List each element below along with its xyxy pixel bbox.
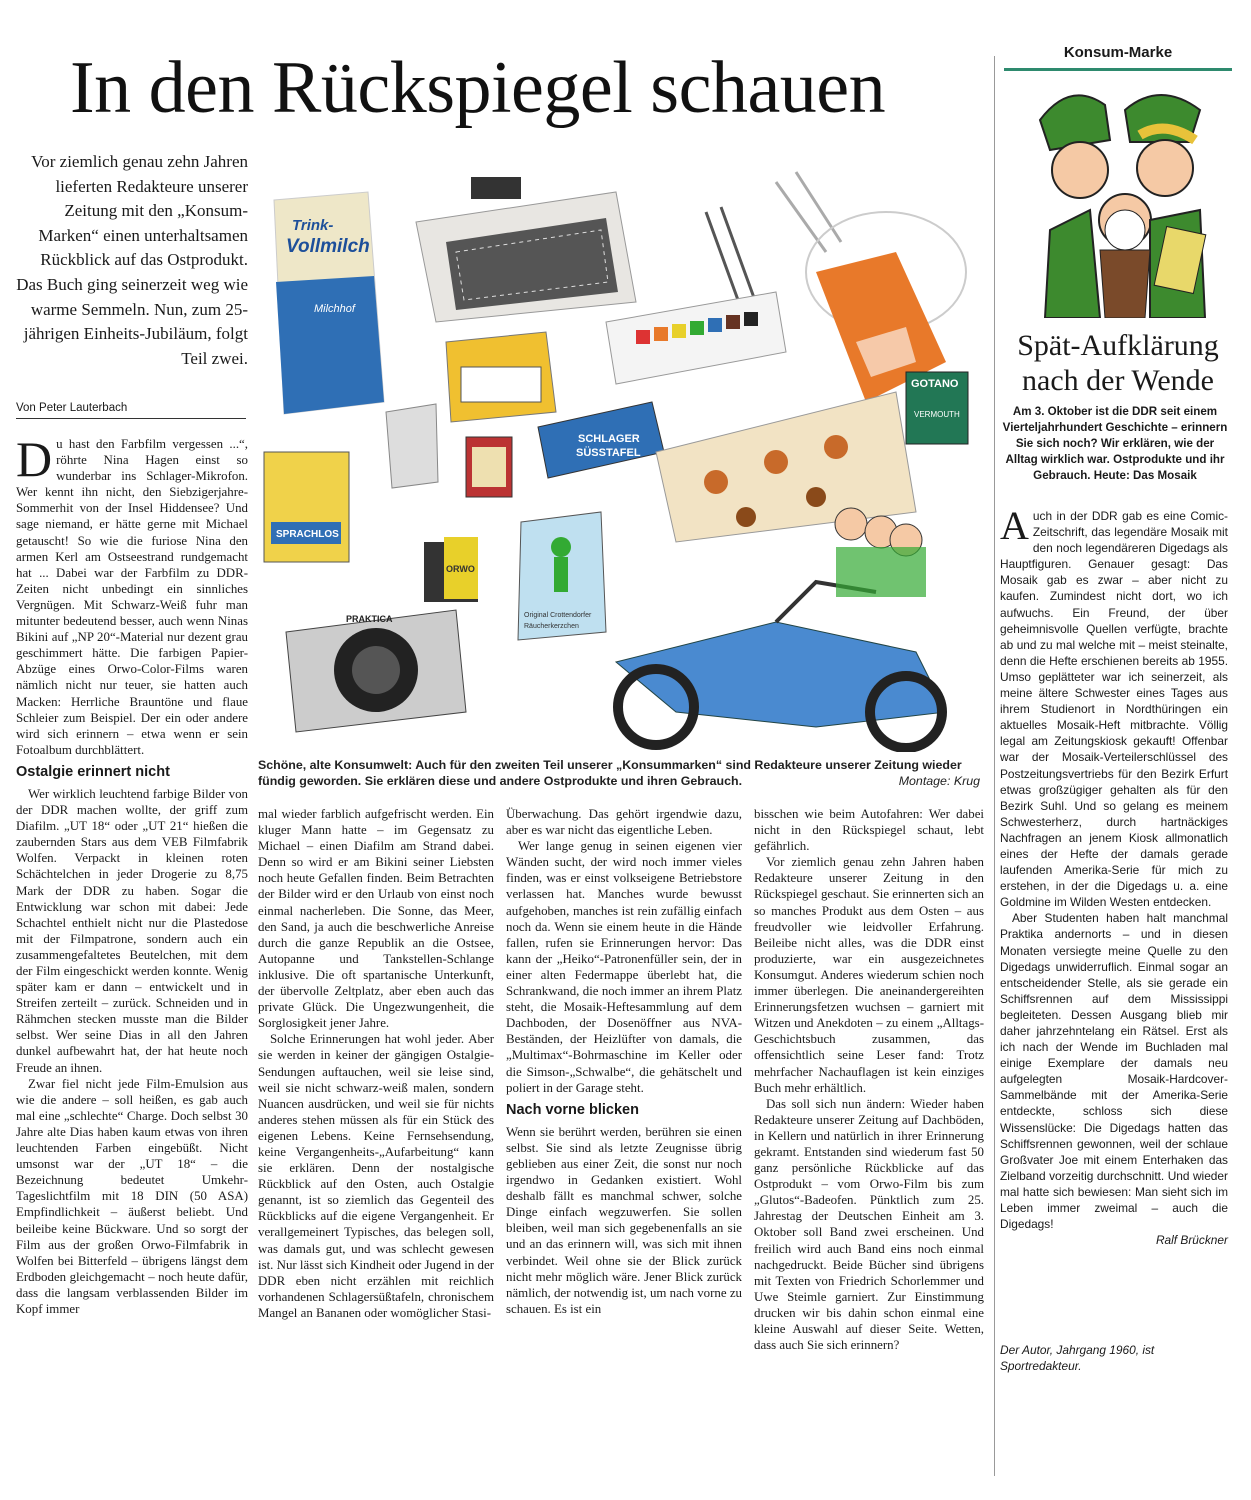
vermouth-label: VERMOUTH [914,410,960,419]
smoking-candles-label-1: Original Crottendorfer [524,612,592,619]
praktica-camera-image [286,610,466,732]
author-note: Der Autor, Jahrgang 1960, ist Sportredakteur. [1000,1343,1155,1373]
product-montage-photo [256,152,984,752]
sidebar-rule [1004,68,1232,71]
article-column-1 [16,431,248,1317]
film-label: ORWO [446,564,475,574]
paragraph: mal wieder farblich aufgefrischt werden. Ein kluger Mann hatte – im Gegensatz zu Michael – einen Diafilm am Strand dabei. Denn so wird er am Bikini seiner Liebsten noch heute Gefallen finden. Beim Betrachten der Bilder wird er den Urlaub von einst noch einmal nacherleben. Die Sonne, das Meer, den Sand, ja auch die beschwerliche Anreise durch die ganze Republik an die Ostsee, Autopanne und Tankstellen-Schlange inklusive. Die oft spartanische Unterkunft, der übervolle Zeltplatz, aber eben auch das private Glück. Die Ungezwungenheit, die Sorglosigkeit jener Jahre. [258,807,494,1031]
smoking-candles-label-2: Räucherkerzchen [524,623,579,630]
paragraph: Vor ziemlich genau zehn Jahren haben Redakteure unserer Zeitung in den Rückspiegel geschaut. Sie erinnerten sich an so manches Produkt aus dem Osten – aus freudvoller wie leidvoller Erfahrung. Beileibe nicht alles, was die DDR einst produzierte, war ein ausgezeichnetes Konsumgut. Anderes wiederum schien noch immer überlegen. Die aneinandergereihten Erinnerungsfetzen wuchsen – garniert mit Witzen und Anekdoten – zu einem „Alltags-Geschichtsbuch zusammen, das offensichtlich seine Leser fand: Trotz mehrfacher Nachauflagen ist kein einziges Buch mehr erhältlich. [754,855,984,1095]
milk-label-brand: Milchhof [314,303,355,315]
chocolate-bar-image [538,402,664,478]
hand-mixer-image [706,172,966,402]
sidebar-lead: Am 3. Oktober ist die DDR seit einem Vierteljahrhundert Geschichte – erinnern Sie sich noch? Wir erklären, wie der Alltag wirklich war. Ostprodukte und ihr Gebrauch. Heute: Das Mosaik [1002,405,1228,482]
home-computer-image [416,177,636,322]
paragraph: Du hast den Farbfilm vergessen ...“, röhrte Nina Hagen einst so wunderbar ins Schlager-Mikrofon. Wer kennt ihn nicht, den Siebzigerjahre-Sommerhit von der Insel Hiddensee? Und sage niemand, er hätte gerne mit Michael getauscht! So wie die furiose Nina den armen Kerl am Ostseestrand rundgemacht hat ... Dabei war der Farbfilm zu DDR-Zeiten nicht unbedingt ein sinnliches Vergnügen. Mit Schwarz-Weiß fuhr man mitunter bedeutend besser, auch wenn Ninas Bikini auf „NP 20“-Material nur dezent grau geschimmert hätte. Die farbigen Papier-Abzüge eines Orwo-Color-Films waren nämlich nicht nur teuer, sie hatten auch Macken: Herrliche Brauntöne und flaue Schleier zum Beispiel. Der ein oder andere wird sich erinnern – etwa wenn er sein Fotoalbum durchblättert. [16,431,248,757]
dropcap: A [1000,503,1029,548]
milk-label-main: Vollmilch [286,236,370,257]
vermouth-label-image [906,372,968,444]
simson-schwalbe-scooter-image [616,582,946,748]
signature: Ralf Brückner [1155,1233,1228,1248]
matchbox-label: SPRACHLOS [276,529,339,540]
paragraph: Wer lange genug in seinen eigenen vier Wänden sucht, der wird noch immer vieles finden, was er einst volkseigene Betriebstore verlassen hat. Manches wurde bewusst aufgehoben, manches ist rein zufällig einfach noch da. Wenn sie einem heute in die Hände fallen, rufen sie Erinnerungen hervor: Das kann der „Heiko“-Patronenfüller sein, der in einer alten Federmappe überlebt hat, die Schrankwand, die noch immer an ihrem Platz steht, die Mosaik-Heftesammlung auf dem Dachboden, der Dosenöffner aus NVA-Beständen, der Heizlüfter von damals, die „Multimax“-Bohrmaschine im Keller oder die Simson-„Schwalbe“, die gehätschelt und poliert in der Garage steht. [506,839,742,1095]
milk-label-top: Trink- [292,217,334,234]
paragraph: Zwar fiel nicht jede Film-Emulsion aus wie die andere – soll heißen, es gab auch mal eine „schlechte“ Charge. Doch selbst 30 Jahre alte Dias haben kaum etwas von ihren leuchtenden Farben eingebüßt. Nicht umsonst war der „UT 18“ – die Bezeichnung bedeutet Umkehr-Tageslichtfilm mit 18 DIN (50 ASA) Empfindlichkeit – äußerst beliebt. Und beileibe keine Bückware. Und so sorgt der Film aus der großen Orwo-Filmfabrik in Wolfen bei Bitterfeld – übrigens längst dem Erdboden gleichgemacht – noch heute dafür, dass die langsam verblassenden Bilder im Kopf immer [16,1076,248,1316]
paragraph: Solche Erinnerungen hat wohl jeder. Aber sie werden in keiner der gängigen Ostalgie-Sendungen auftauchen, weil sie leise sind, weil sie nicht schwarz-weiß malen, sondern Nuancen ausdrücken, und weil sie für nichts anderes stehen müssen als für ein Stück des eigenen Lebens. Keine Fernsehsendung, keine Vergangenheits-„Aufarbeitung“ kann sie erklären. Denn der nostalgische Rückblick auf den Osten, auch Ostalgie genannt, ist so ziemlich das Gegenteil des Rückblicks auf die eigene Vergangenheit. Er verallgemeinert Typisches, das belegen soll, was damals gut, und was schlecht gewesen ist. Nur lässt sich Kindheit oder Jugend in der DDR eben nicht erzählen mit reichlich vorhandenen Schlagersüßtafeln, chronischem Mangel an Bananen oder womöglicher Stasi- [258,1032,494,1320]
article-column-4 [754,806,984,1353]
smoking-candles-box-image [518,512,606,640]
chocolate-label-2: SÜSSTAFEL [576,447,641,459]
caption-text: Schöne, alte Konsumwelt: Auch für den zweiten Teil unserer „Konsummarken“ sind Redakteure unserer Zeitung wieder fündig geworden. Sie erklären diese und andere Ostprodukte und ihren Gebrauch. [258,758,962,788]
paint-box-image [606,292,786,384]
sidebar-body [1000,503,1228,1248]
paragraph: Wenn sie berührt werden, berühren sie einen selbst. Sie sind als letzte Zeugnisse übrig geblieben aus einer Zeit, die sonst nur noch irgendwo in Gedanken existiert. Wohl deshalb fällt es manchmal schwer, solche Dinge einfach wegzuwerfen. Sie sollen bleiben, weil man sich gegebenenfalls an sie und an das erinnern will, was sich mit ihnen verbindet. Weil ohne sie der Blick zurück nicht mehr möglich wäre. Jener Blick zurück nämlich, der notwendig ist, um nach vorne zu schauen. Es ist ein [506,1124,742,1316]
article-column-3 [506,806,742,1317]
paragraph: Aber Studenten haben halt manchmal Praktika andernorts – und in diesen Monaten versiegte meine Quelle zu den Digedags unwiderruflich. Einmal sogar an entscheidender Stelle, als sie gerade ein Schiffsrennen auf dem Mississippi begleiteten. Dessen Ausgang blieb mir daher jahrzehntelang ein Rätsel. Erst als ich nach der Wende im Buchladen mal einige Exemplare der damals neu aufgelegten Mosaik-Hardcover-Sammelbände mit der Amerika-Serie entdeckte, schloss sich diese Wissenslücke: Die Digedags hatten das Schiffsrennen gewonnen, weil der schlaue Großvater Joe mit einem Enterhaken das Zielband vorzeitig durchschnitt. Und wieder mal hatte sich bewiesen: Man sieht sich im Leben immer zweimal – auch die Digedags! [1000,911,1228,1232]
digedags-figures-image [835,508,926,597]
milk-bag-image [274,192,384,414]
sidebar-headline: Spät-Aufklärung nach der Wende [1017,329,1219,397]
byline: Von Peter Lauterbach [16,402,246,419]
article-intro: Vor ziemlich genau zehn Jahren lieferten Redakteure unserer Zeitung mit den „Konsum-Marken“ einen unterhaltsamen Rückblick auf das Ostprodukt. Das Buch ging seinerzeit weg wie warme Semmeln. Nun, zum 25-jährigen Einheits-Jubiläum, folgt Teil zwei. [16,152,248,368]
paragraph: Auch in der DDR gab es eine Comic-Zeitschrift, das legendäre Mosaik mit den noch legendäreren Digedags als Hauptfiguren. Genauer gesagt: Das Mosaik gab es zwar – aber nicht zu kaufen. Zumindest nicht dort, wo ich aufwuchs. Ein Freund, der über geheimnisvolle Quellen verfügte, brachte ab und zu mal welche mit – meist steinalte, denn die Hefte erschienen bereits ab 1955. Umso geplätteter war ich seinerzeit, als meine ältere Schwester eines Tages aus ihrem Studienort in Nordthüringen ein aktuelles Mosaik-Heft mitbrachte. Völlig legal am Zeitungskiosk gekauft! Offenbar war der Mosaik-Verteilerschlüssel des Postzeitungsvertriebs für den Bezirk Erfurt etwas großzügiger gehalten als für den Bezirk Suhl. Und so gelang es meinem Schwesterherz, durch hartnäckiges Nachfragen an jenem Kiosk allmonatlich eines der Hefte der damals gerade laufenden Amerika-Serie für mich zu erstehen, in der die Digedags u. a. eine Goldmine im Wilden Westen entdecken. [1000,503,1228,910]
chocolate-label-1: SCHLAGER [578,433,640,445]
beer-label-image [466,437,512,497]
subheading: Ostalgie erinnert nicht [16,763,170,780]
paragraph: Wer wirklich leuchtend farbige Bilder von der DDR machen wollte, der griff zum Diafilm. „UT 18“ oder „UT 21“ hießen die zaubernden Stars aus dem VEB Filmfabrik Wolfen. Verpackt in kleinen roten Schächtelchen in jeder Drogerie zu 8,75 Mark der DDR zu haben. Sogar die Entwicklung war schon mit dabei: Jede Schachtel enthielt nicht nur die Plastedose mit der Filmpatrone, sondern auch ein zusammengefaltetes Beutelchen, mit dem der Film eingeschickt werden konnte. Wenig später kam er dann – entwickelt und in Streifen zerteilt – zurück. Schneiden und in Rähmchen stecken musste man die Bilder selbst. Wer seine Dias in all den Jahren dunkel aufbewahrt hat, der hat heute noch Freude an ihnen. [16,786,248,1075]
matchbox-image [264,452,349,562]
article-headline: In den Rückspiegel schauen [70,47,886,129]
paragraph: bisschen wie beim Autofahren: Wer dabei nicht in den Rückspiegel schaut, lebt gefährlich. [754,807,984,854]
film-roll-image [424,537,478,602]
paragraph: Das soll sich nun ändern: Wieder haben Redakteure unserer Zeitung auf Dachböden, in Kellern und natürlich in ihrer Erinnerung gekramt. Entstanden sind wiederum fast 50 ganz persönliche Rückblicke auf das Ostprodukt – vom Orwo-Film bis zum „Glutos“-Badeofen. Pünktlich zum 25. Jahrestag der Deutschen Einheit am 3. Oktober soll Band zwei erscheinen. Und freilich wird auch Band eins noch einmal nachgedruckt. Beide Bücher sind übrigens mit Texten von Friedrich Schorlemmer und Uwe Steimle garniert. Zur Einstimmung drucken wir bis dahin schon einmal eine kleine Auswahl auf dieser Seite. Wetten, dass auch Sie sich erinnern? [754,1096,984,1353]
digedags-comic-illustration [1030,80,1210,318]
subheading: Nach vorne blicken [506,1101,639,1118]
photo-credit: Montage: Krug [898,773,980,788]
paragraph: Überwachung. Das gehört irgendwie dazu, aber es war nicht das eigentliche Leben. [506,807,742,838]
column-divider [994,56,995,1476]
camera-label: PRAKTICA [346,614,393,624]
fan-heater-image [446,332,556,422]
dropcap: D [16,431,53,487]
sidebar-label: Konsum-Marke [1063,44,1173,61]
article-column-2 [258,806,494,1321]
photo-caption [258,758,980,789]
gotano-label: GOTANO [911,378,959,390]
strainer-image [386,404,438,488]
